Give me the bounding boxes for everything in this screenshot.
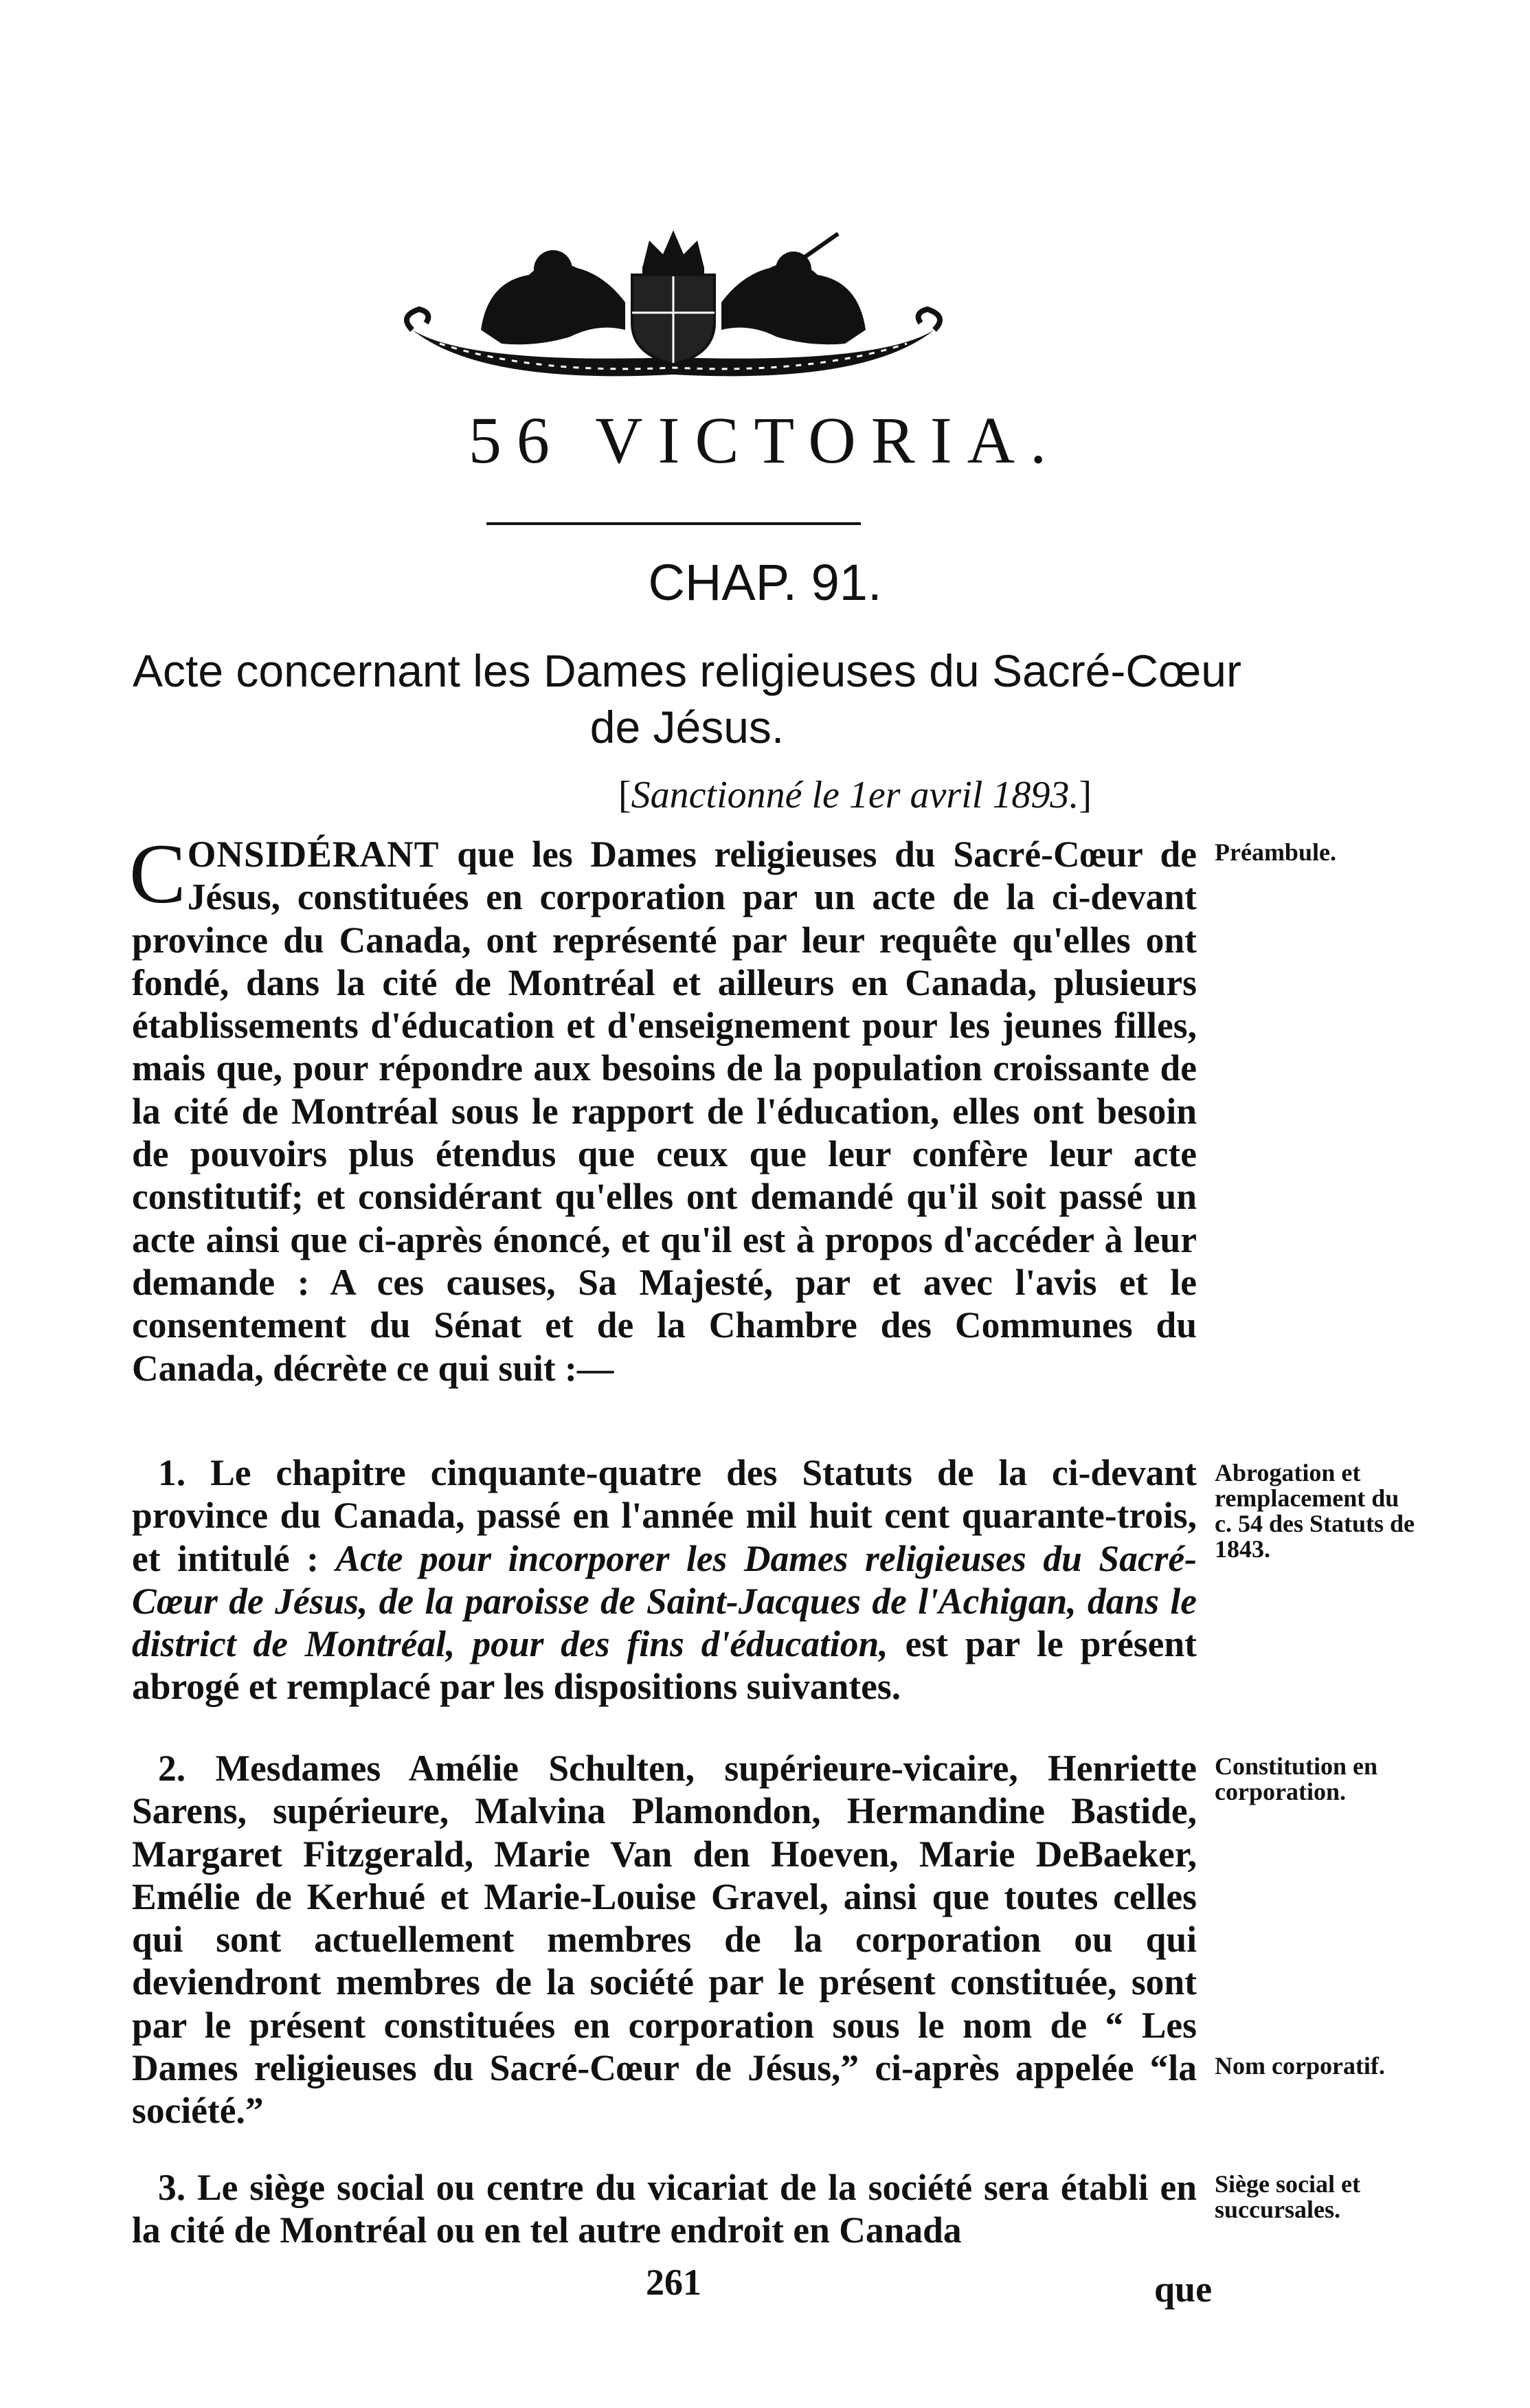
section-1	[132, 1451, 1197, 1708]
preamble-text: que les Dames religieuses du Sacré-Cœur de Jésus, constituées en corporation par un acte de la ci-devant province du Canada, ont représenté par leur requête qu'elles ont fondé, dans la cité de Montréal et ailleurs en Canada, plusieurs établissements d'éducation et d'enseignement pour les jeunes filles, mais que, pour répondre aux besoins de la population croissante de la cité de Montréal sous le rapport de l'éducation, elles ont besoin de pouvoirs plus étendus que ceux que leur confère leur acte constitutif; et considérant qu'elles ont demandé qu'il soit passé un acte ainsi que ci-après énoncé, et qu'il est à propos d'accéder à leur demande : A ces causes, Sa Majesté, par et avec l'avis et le consentement du Sénat et de la Chambre des Communes du Canada, décrète ce qui suit :—	[132, 834, 1197, 1389]
page-number: 261	[646, 2262, 701, 2303]
sanction-date: [Sanctionné le 1er avril 1893.]	[618, 774, 1092, 816]
section-3	[132, 2166, 1197, 2252]
section-2	[132, 1747, 1197, 2132]
section-2-text: Mesdames Amélie Schulten, supérieure-vicaire, Henriette Sarens, supérieure, Malvina Plamondon, Hermandine Bastide, Margaret Fitzgerald, Marie Van den Hoeven, Marie DeBaeker, Emélie de Kerhué et Marie-Louise Gravel, ainsi que toutes celles qui sont actuellement membres de la corporation ou qui deviendront membres de la société par le présent constituée, sont par le présent constituées en corporation sous le nom de “ Les Dames religieuses du Sacré-Cœur de Jésus,” ci-après appelée “la société.”	[132, 1748, 1197, 2132]
margin-note-section-1: Abrogation et remplacement du c. 54 des Statuts de 1843.	[1215, 1459, 1415, 1563]
margin-note-preamble: Préambule.	[1215, 838, 1336, 866]
act-title: Acte concernant les Dames religieuses du Sacré-Cœur de Jésus.	[132, 645, 1241, 752]
section-1-text-a: Le chapitre cinquante-quatre des Statuts de la ci-devant province du Canada, passé en l'année mil huit cent quarante-trois, et intitulé :	[132, 1452, 1197, 1579]
chapter-number: CHAP. 91.	[648, 554, 882, 611]
sanction-text: Sanctionné le 1er avril 1893.	[631, 774, 1079, 816]
catchword: que	[1154, 2268, 1213, 2310]
preamble-paragraph	[129, 827, 1197, 1390]
section-1-italic-title: Acte pour incorporer les Dames religieuses du Sacré-Cœur de Jésus, de la paroisse de Saint-Jacques de l'Achigan, dans le district de Montréal, pour des fins d'éducation,	[132, 1537, 1197, 1665]
preamble-lead: ONSIDÉRANT	[187, 834, 440, 875]
title-rule	[486, 522, 861, 525]
royal-coat-of-arms-icon	[398, 227, 948, 385]
section-2-number: 2.	[158, 1748, 186, 1789]
drop-cap: C	[129, 827, 186, 921]
margin-note-section-2-name: Nom corporatif.	[1215, 2052, 1385, 2080]
margin-note-section-3: Siège social et succursales.	[1215, 2170, 1360, 2223]
margin-note-section-2: Constitution en corporation.	[1215, 1752, 1378, 1805]
section-1-number: 1.	[158, 1452, 186, 1493]
section-3-text: Le siège social ou centre du vicariat de la société sera établi en la cité de Montréal ou en tel autre endroit en Canada	[132, 2167, 1197, 2251]
regnal-year-title: 56 VICTORIA.	[468, 403, 1062, 477]
section-3-number: 3.	[158, 2167, 186, 2208]
section-1-text-b: est par le présent abrogé et remplacé par les dispositions suivantes.	[132, 1623, 1197, 1708]
